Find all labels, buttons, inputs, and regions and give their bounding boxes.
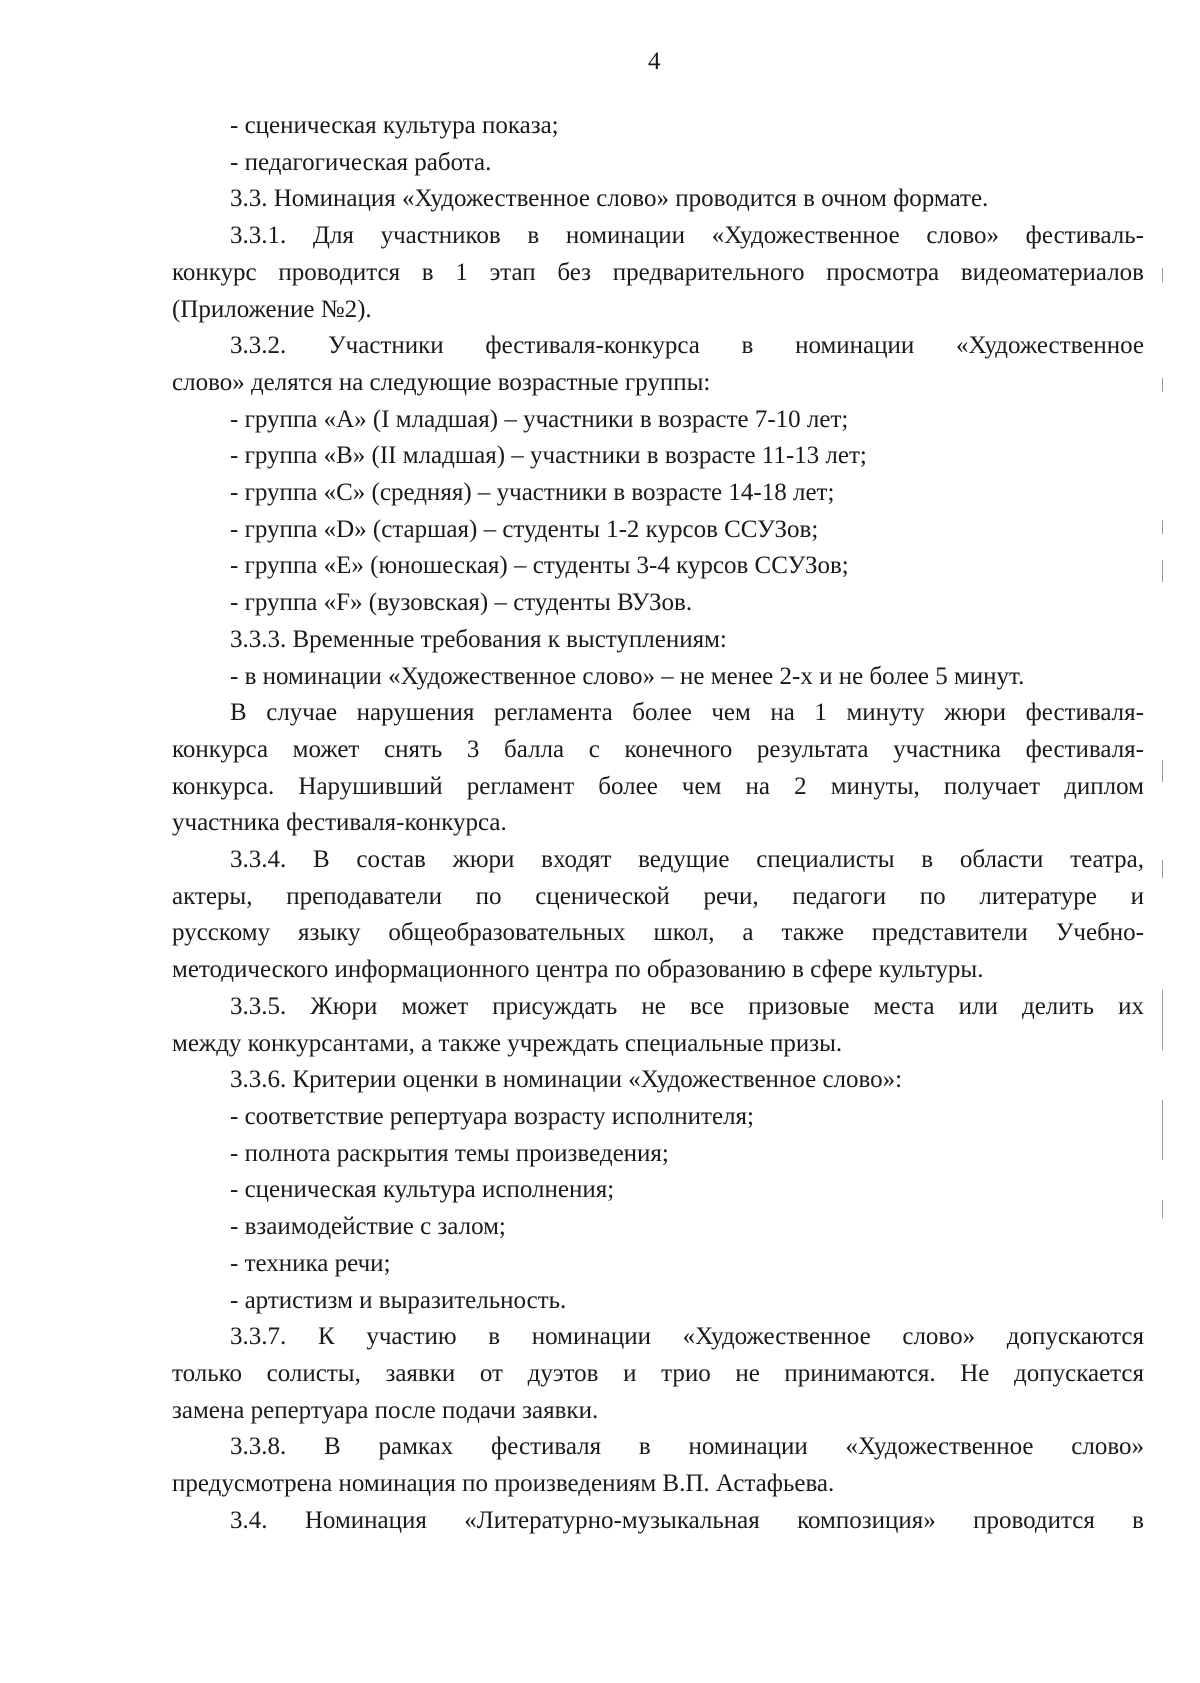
text-line: 3.3. Номинация «Художественное слово» проводится в очном формате. xyxy=(230,185,989,213)
text-line: В случае нарушения регламента более чем на 1 минуту жюри фестиваля- xyxy=(230,699,1144,727)
text-line: 3.3.4. В состав жюри входят ведущие специалисты в области театра, xyxy=(230,846,1144,874)
scan-edge-mark xyxy=(1162,760,1163,782)
scan-edge-mark xyxy=(1162,990,1163,1050)
scan-edge-mark xyxy=(1162,1200,1163,1218)
text-line: только солисты, заявки от дуэтов и трио не принимаются. Не допускается xyxy=(172,1359,1144,1387)
text-line: - соответствие репертуара возрасту исполнителя; xyxy=(230,1102,754,1130)
text-line: 3.3.5. Жюри может присуждать не все призовые места или делить их xyxy=(230,992,1144,1020)
scan-edge-mark xyxy=(1162,1100,1163,1160)
text-line: - педагогическая работа. xyxy=(230,148,492,176)
text-line: участника фестиваля-конкурса. xyxy=(172,809,507,837)
scan-edge-mark xyxy=(1162,378,1163,392)
text-line: замена репертуара после подачи заявки. xyxy=(172,1396,599,1424)
text-line: конкурса. Нарушивший регламент более чем на 2 минуты, получает диплом xyxy=(172,772,1144,800)
text-line: слово» делятся на следующие возрастные группы: xyxy=(172,368,711,396)
text-line: 3.3.8. В рамках фестиваля в номинации «Художественное слово» xyxy=(230,1433,1144,1461)
text-line: - группа «F» (вузовская) – студенты ВУЗов. xyxy=(230,589,693,617)
page-number: 4 xyxy=(648,48,661,75)
text-line: предусмотрена номинация по произведениям В.П. Астафьева. xyxy=(172,1470,835,1498)
text-line: - группа «С» (средняя) – участники в возрасте 14-18 лет; xyxy=(230,479,835,507)
scan-edge-mark xyxy=(1162,520,1163,534)
text-line: 3.3.6. Критерии оценки в номинации «Художественное слово»: xyxy=(230,1066,903,1094)
text-line: конкурса может снять 3 балла с конечного результата участника фестиваля- xyxy=(172,735,1144,763)
text-line: - группа «В» (II младшая) – участники в возрасте 11-13 лет; xyxy=(230,442,867,470)
text-line: - сценическая культура исполнения; xyxy=(230,1176,615,1204)
text-line: методического информационного центра по образованию в сфере культуры. xyxy=(172,956,984,984)
text-line: 3.4. Номинация «Литературно-музыкальная композиция» проводится в xyxy=(230,1506,1144,1534)
scan-edge-mark xyxy=(1162,268,1163,282)
text-line: (Приложение №2). xyxy=(172,295,372,323)
text-line: - группа «Е» (юношеская) – студенты 3-4 курсов ССУЗов; xyxy=(230,552,849,580)
text-line: - группа «D» (старшая) – студенты 1-2 курсов ССУЗов; xyxy=(230,515,819,543)
text-line: - взаимодействие с залом; xyxy=(230,1213,506,1241)
scan-edge-mark xyxy=(1162,560,1163,582)
text-line: русскому языку общеобразовательных школ, а также представители Учебно- xyxy=(172,919,1144,947)
text-line: - техника речи; xyxy=(230,1249,391,1277)
scan-edge-mark xyxy=(1162,860,1163,878)
document-body xyxy=(172,108,1144,1539)
text-line: 3.3.7. К участию в номинации «Художественное слово» допускаются xyxy=(230,1323,1144,1351)
text-line: - артистизм и выразительность. xyxy=(230,1286,567,1314)
text-line: 3.3.1. Для участников в номинации «Художественное слово» фестиваль- xyxy=(230,222,1144,250)
text-line: - в номинации «Художественное слово» – не менее 2-х и не более 5 минут. xyxy=(230,662,1025,690)
text-line: - сценическая культура показа; xyxy=(230,112,559,139)
text-line: 3.3.2. Участники фестиваля-конкурса в номинации «Художественное xyxy=(230,332,1144,360)
text-line: 3.3.3. Временные требования к выступлениям: xyxy=(230,625,727,653)
text-line: актеры, преподаватели по сценической речи, педагоги по литературе и xyxy=(172,882,1144,910)
text-line: между конкурсантами, а также учреждать специальные призы. xyxy=(172,1029,843,1057)
text-line: - группа «А» (I младшая) – участники в возрасте 7-10 лет; xyxy=(230,405,849,433)
text-line: - полнота раскрытия темы произведения; xyxy=(230,1139,669,1167)
text-line: конкурс проводится в 1 этап без предварительного просмотра видеоматериалов xyxy=(172,258,1144,286)
